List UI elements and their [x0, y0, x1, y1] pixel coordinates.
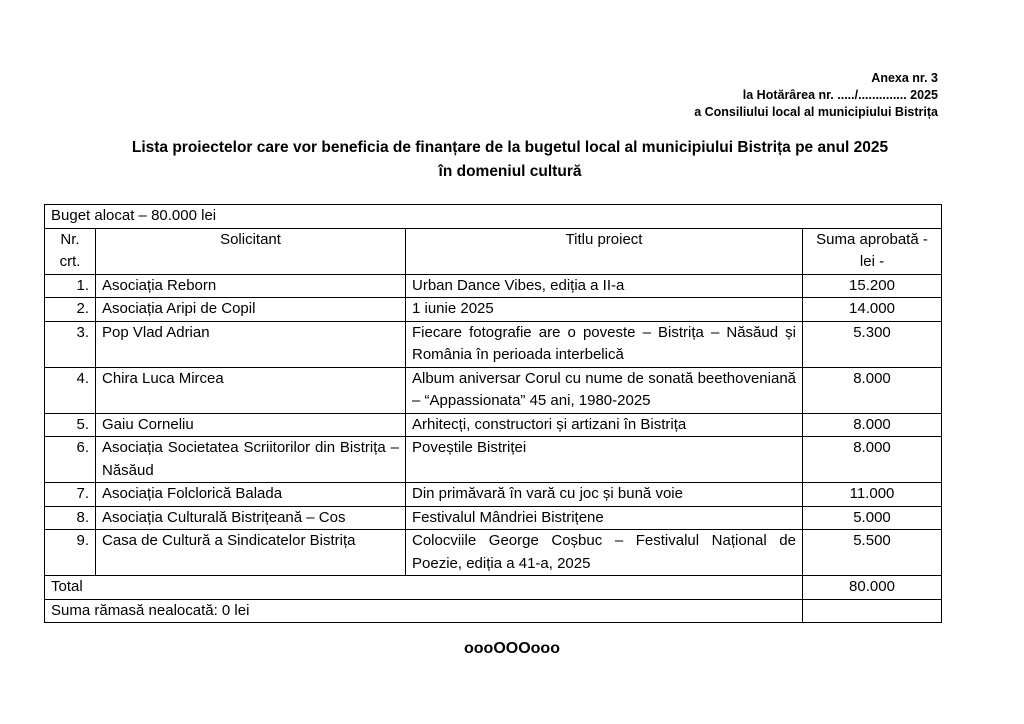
row-number: 7. [45, 483, 96, 507]
row-applicant: Asociația Culturală Bistrițeană – Cos [96, 506, 406, 530]
row-project: Din primăvară în vară cu joc și bună voie [406, 483, 803, 507]
table-row [45, 367, 942, 413]
row-project: Urban Dance Vibes, ediția a II-a [406, 274, 803, 298]
row-amount: 5.500 [803, 530, 942, 576]
budget-row [45, 205, 942, 229]
annex-header [694, 70, 938, 121]
row-number: 9. [45, 530, 96, 576]
row-project: Poveștile Bistriței [406, 437, 803, 483]
table-row [45, 483, 942, 507]
row-amount: 8.000 [803, 367, 942, 413]
budget-label: Buget alocat – 80.000 lei [45, 205, 942, 229]
row-number: 2. [45, 298, 96, 322]
row-number: 4. [45, 367, 96, 413]
document-title [60, 136, 960, 184]
row-applicant: Asociația Reborn [96, 274, 406, 298]
total-row [45, 576, 942, 600]
title-line-2: în domeniul cultură [438, 163, 582, 180]
row-amount: 8.000 [803, 413, 942, 437]
total-label: Total [45, 576, 803, 600]
table-row [45, 413, 942, 437]
row-project: Album aniversar Corul cu nume de sonată beethoveniană – “Appassionata” 45 ani, 1980-2025 [406, 367, 803, 413]
row-number: 6. [45, 437, 96, 483]
row-applicant: Casa de Cultură a Sindicatelor Bistrița [96, 530, 406, 576]
header-nr: Nr. crt. [45, 228, 96, 274]
table-row [45, 298, 942, 322]
row-applicant: Pop Vlad Adrian [96, 321, 406, 367]
row-project: Fiecare fotografie are o poveste – Bistrița – Năsăud și România în perioada interbelică [406, 321, 803, 367]
row-project: Colocviile George Coșbuc – Festivalul Național de Poezie, ediția a 41-a, 2025 [406, 530, 803, 576]
row-applicant: Chira Luca Mircea [96, 367, 406, 413]
row-number: 1. [45, 274, 96, 298]
remaining-row [45, 599, 942, 623]
row-number: 5. [45, 413, 96, 437]
remaining-value [803, 599, 942, 623]
annex-decision: la Hotărârea nr. ...../.............. 2025 [742, 88, 938, 102]
row-applicant: Asociația Aripi de Copil [96, 298, 406, 322]
row-applicant: Gaiu Corneliu [96, 413, 406, 437]
projects-table [44, 204, 942, 623]
total-value: 80.000 [803, 576, 942, 600]
row-amount: 5.000 [803, 506, 942, 530]
table-row [45, 506, 942, 530]
header-applicant: Solicitant [96, 228, 406, 274]
annex-number: Anexa nr. 3 [871, 71, 938, 85]
annex-council: a Consiliului local al municipiului Bistrița [694, 105, 938, 119]
row-project: 1 iunie 2025 [406, 298, 803, 322]
table-row [45, 321, 942, 367]
row-project: Festivalul Mândriei Bistrițene [406, 506, 803, 530]
row-applicant: Asociația Societatea Scriitorilor din Bistrița – Năsăud [96, 437, 406, 483]
table-row [45, 530, 942, 576]
header-row [45, 228, 942, 274]
row-amount: 8.000 [803, 437, 942, 483]
row-amount: 14.000 [803, 298, 942, 322]
table-row [45, 437, 942, 483]
header-project: Titlu proiect [406, 228, 803, 274]
title-line-1: Lista proiectelor care vor beneficia de finanțare de la bugetul local al municipiului Bistrița pe anul 2025 [131, 139, 889, 156]
row-project: Arhitecți, constructori și artizani în Bistrița [406, 413, 803, 437]
row-amount: 11.000 [803, 483, 942, 507]
header-amount: Suma aprobată - lei - [803, 228, 942, 274]
row-amount: 5.300 [803, 321, 942, 367]
row-number: 8. [45, 506, 96, 530]
row-number: 3. [45, 321, 96, 367]
row-applicant: Asociația Folclorică Balada [96, 483, 406, 507]
row-amount: 15.200 [803, 274, 942, 298]
remaining-label: Suma rămasă nealocată: 0 lei [45, 599, 803, 623]
end-ornament: oooOOOooo [464, 640, 560, 657]
table-body [45, 274, 942, 576]
table-row [45, 274, 942, 298]
